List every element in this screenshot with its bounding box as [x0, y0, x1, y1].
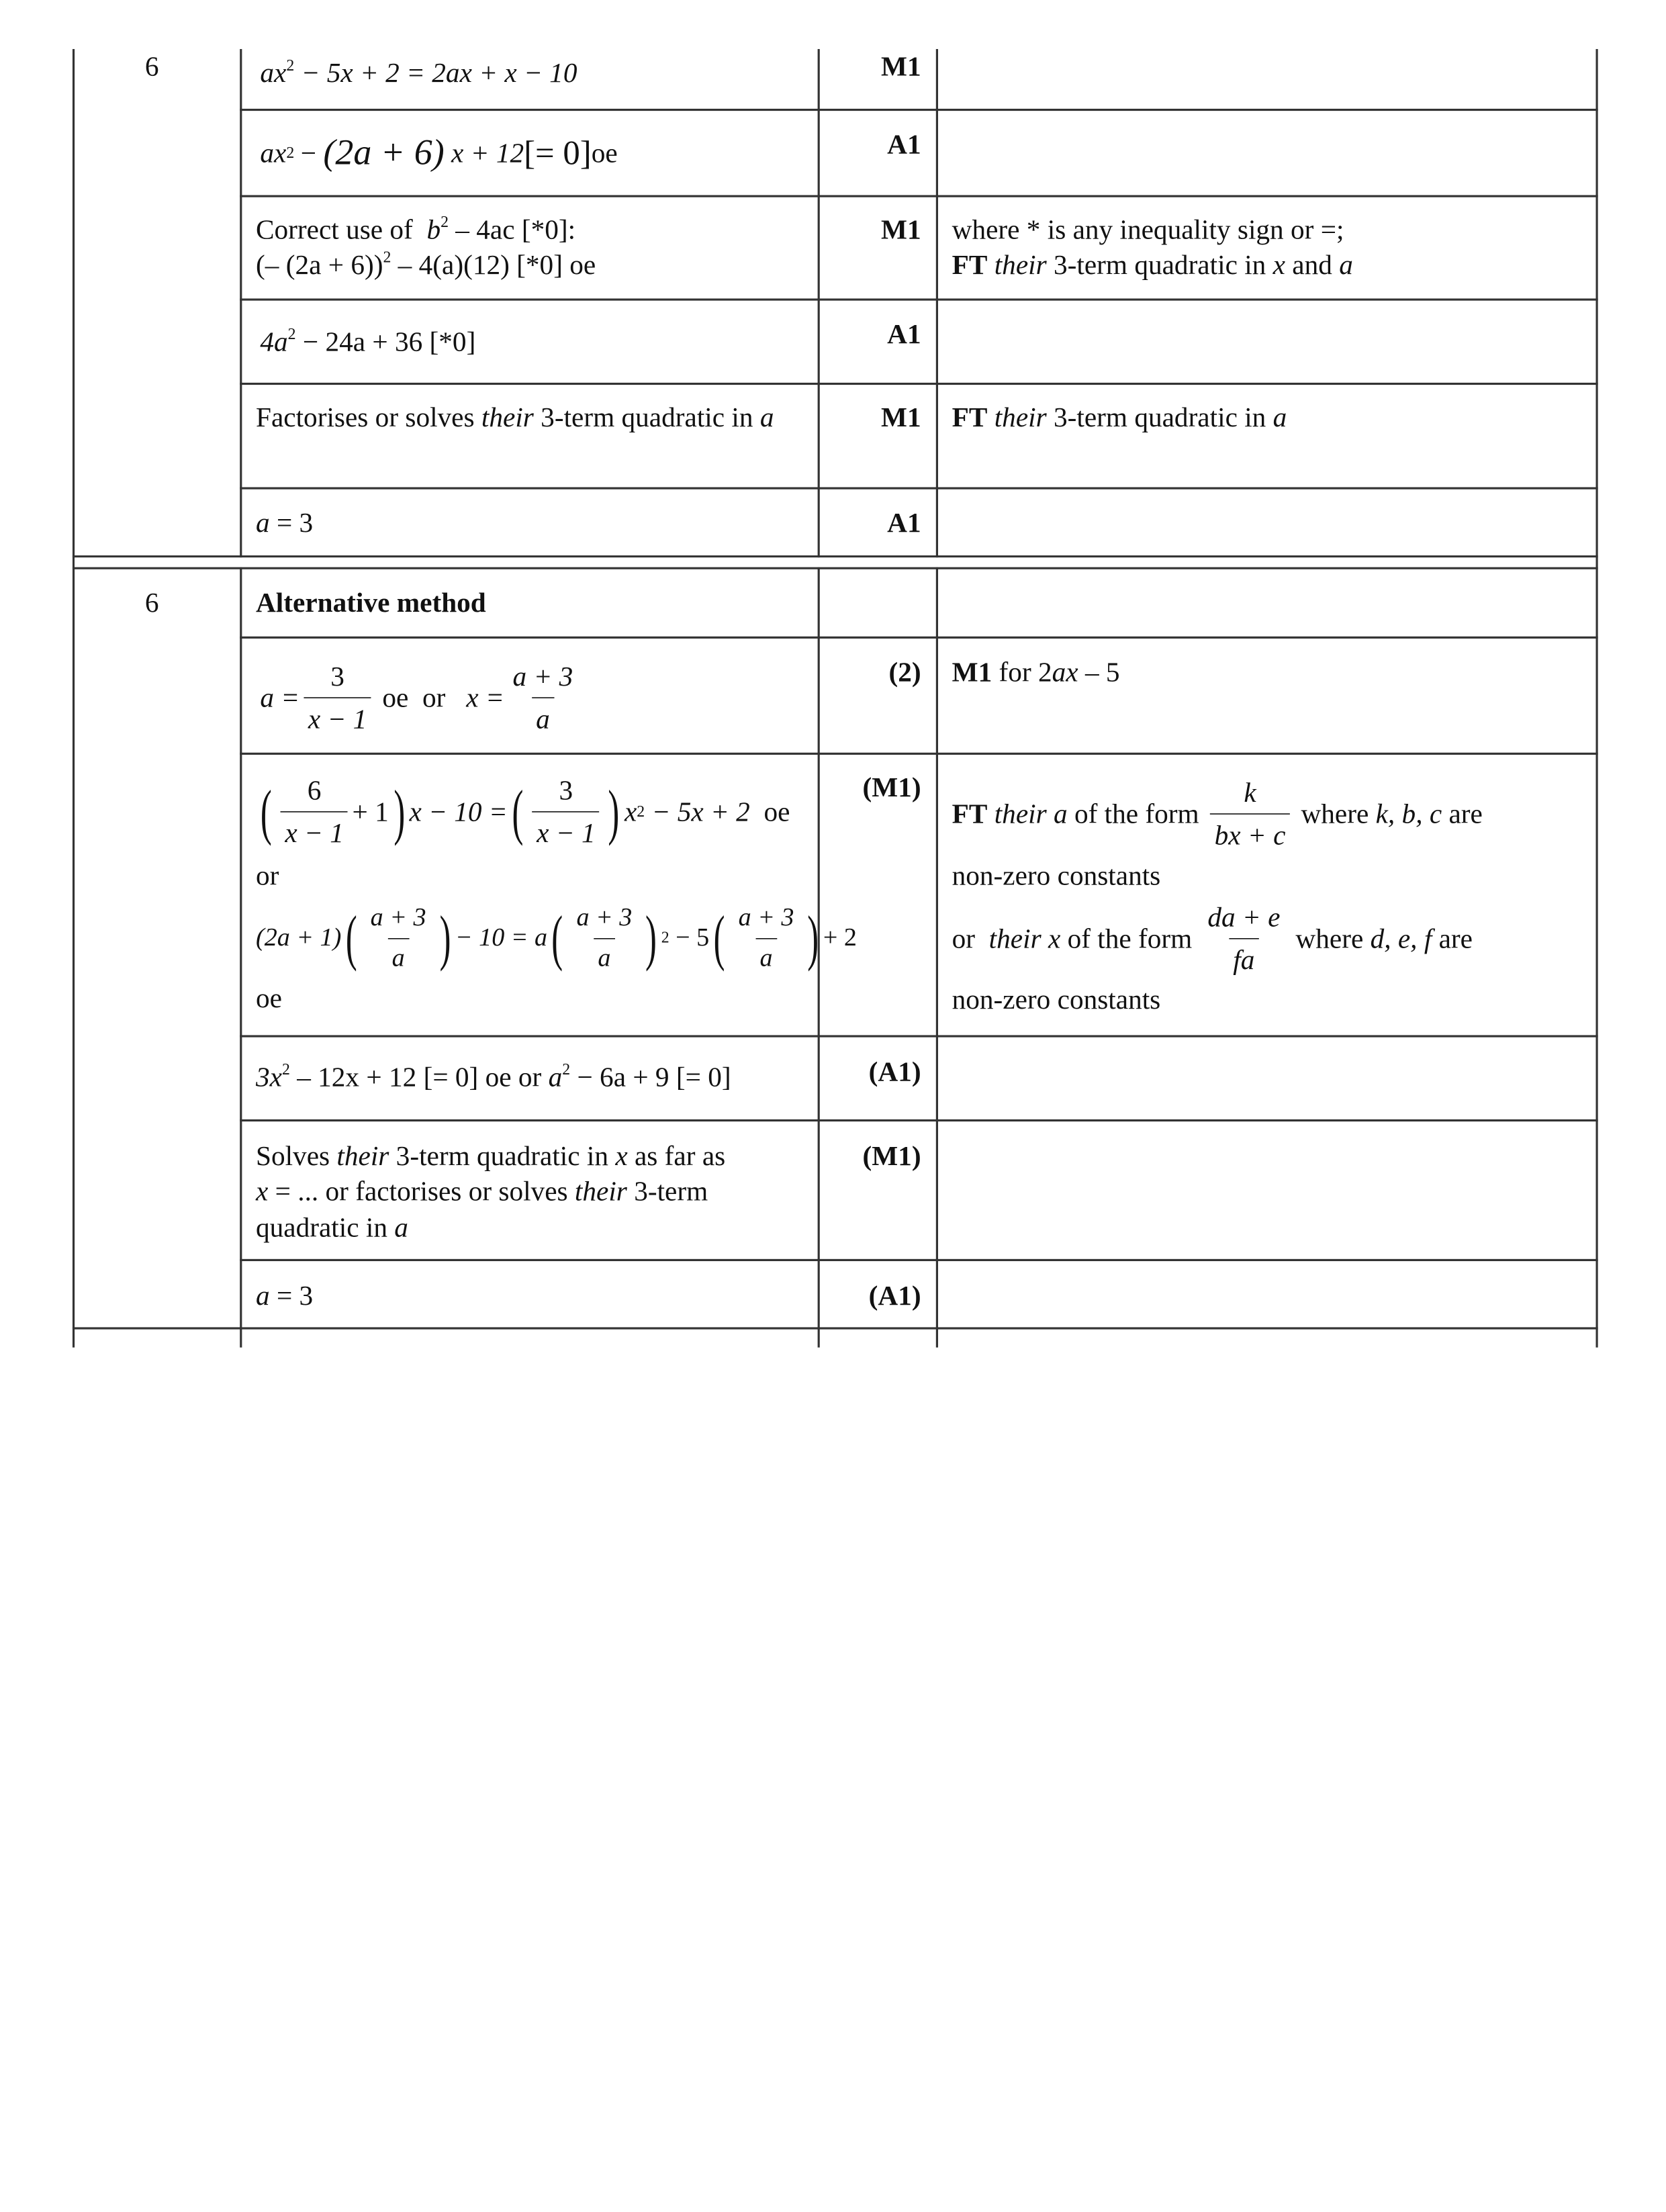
- right-border: [1595, 49, 1598, 1348]
- text-part: oe: [256, 983, 282, 1015]
- numerator: 6: [307, 775, 322, 807]
- fraction: [366, 902, 430, 975]
- expr-part: x: [624, 796, 637, 828]
- text-part: x: [615, 1140, 628, 1172]
- text-part: a: [759, 402, 774, 433]
- text-part: their: [574, 1176, 627, 1207]
- separator-gap: [75, 557, 1595, 567]
- step-expression: ( $\frac{6}{x - 1}$ + 1 ) x − 10 = ( $\frac{3}{x - 1}$ ) x 2 − 5x + 2 oe or (2a + 1) ( $\frac{a + 3}{a}$ ) − 10 = a ( $\frac{a + 3}{a}$ ) 2 − 5 ( $\frac{a + 3}{a}$ ) + 2 oe: [256, 773, 857, 1017]
- expr-part: ax: [260, 137, 287, 169]
- numerator: k: [1244, 777, 1256, 809]
- denominator: a: [755, 937, 777, 974]
- step-expression: $3x^2 - 12x + 12$ [= 0] oe or $a^2 - 6a + 9$ [= 0]: [256, 1062, 731, 1093]
- step-expression: $ax^2 - 5x + 2 = 2ax + x - 10$: [260, 57, 577, 89]
- text-part: non-zero constants: [952, 860, 1161, 891]
- left-border: [73, 49, 75, 1348]
- expr-part: − 10 = a: [455, 923, 548, 952]
- expr-part: (2a + 1): [256, 923, 342, 952]
- numerator: da + e: [1207, 901, 1281, 933]
- text-part: a: [394, 1211, 408, 1243]
- fraction: [533, 773, 600, 851]
- text-part: – 4(a)(12) [*0] oe: [398, 249, 596, 281]
- mark-cell: M1: [880, 402, 921, 433]
- text-part: their: [336, 1140, 389, 1172]
- guidance-comment: [952, 775, 1581, 1017]
- step-expression: [256, 400, 800, 435]
- text-part: Solves: [256, 1140, 330, 1172]
- expr-part: 3x: [256, 1062, 282, 1093]
- text-part: k, b, c: [1375, 798, 1442, 830]
- row-divider: [240, 383, 1598, 385]
- text-part: a: [1339, 249, 1353, 281]
- expr-part: 4a: [260, 326, 288, 357]
- text-part: 3-term quadratic in: [1053, 402, 1266, 433]
- denominator: x − 1: [281, 812, 348, 851]
- text-part: a: [1053, 798, 1068, 830]
- text-part: a: [1272, 402, 1287, 433]
- step-expression: [256, 1138, 811, 1244]
- section-heading: Alternative method: [256, 587, 486, 618]
- denominator: x − 1: [533, 812, 600, 851]
- fraction: [281, 773, 348, 851]
- step-expression: [256, 1278, 313, 1314]
- text-part: x: [1272, 249, 1285, 281]
- question-number: 6: [144, 587, 159, 618]
- text-part: b: [426, 214, 441, 246]
- numerator: 3: [559, 775, 573, 807]
- step-expression: ax 2 − (2a + 6) x + 12 [= 0] oe: [260, 130, 617, 177]
- text-part: d, e, f: [1370, 923, 1432, 954]
- text-part: are: [1438, 923, 1473, 954]
- text-part: of the form: [1067, 923, 1193, 954]
- text-part: where: [1295, 923, 1364, 954]
- text-part: x: [256, 1176, 269, 1207]
- text-part: quadratic in: [256, 1211, 387, 1243]
- numerator: a + 3: [576, 903, 633, 932]
- text-part: their: [481, 402, 534, 433]
- fraction: [734, 902, 798, 975]
- fraction: [1210, 775, 1289, 854]
- text-part: (– (2a + 6)): [256, 249, 383, 281]
- mark-cell: A1: [887, 318, 921, 350]
- denominator: a: [387, 937, 409, 974]
- expr-part: + 1: [352, 796, 389, 828]
- text-part: 3-term quadratic: [541, 402, 725, 433]
- question-number: 6: [144, 51, 159, 83]
- expr-part: x + 12: [451, 137, 524, 169]
- row-divider: [240, 109, 1598, 111]
- row-divider: [240, 1119, 1598, 1121]
- table-bottom-line: [73, 1327, 1598, 1329]
- numerator: a + 3: [370, 903, 426, 932]
- row-divider: [240, 1259, 1598, 1261]
- guidance-comment: [952, 655, 1120, 690]
- text-part: their: [994, 402, 1047, 433]
- text-part: 3-term quadratic in: [396, 1140, 609, 1172]
- numerator: 3: [330, 661, 344, 692]
- text-part: their: [988, 923, 1042, 954]
- ft-label: FT: [952, 402, 988, 433]
- guidance-comment: [952, 212, 1353, 283]
- row-divider: [240, 1035, 1598, 1037]
- col-divider-1: [240, 49, 242, 1348]
- comment-line: where * is any inequality sign or =;: [952, 214, 1344, 246]
- text-part: a: [256, 507, 270, 539]
- expr-part: x − 10 =: [409, 796, 508, 828]
- mark-cell: A1: [887, 129, 921, 160]
- expr-part: − 5x + 2 = 2ax + x − 10: [301, 57, 577, 89]
- row-divider: [240, 637, 1598, 639]
- text-part: = 3: [276, 1280, 314, 1311]
- expr-part: + 2: [823, 923, 857, 952]
- guidance-comment: [952, 400, 1287, 435]
- expr-part: − 5: [676, 923, 710, 952]
- mark-cell: M1: [880, 51, 921, 83]
- expr-part: – 12x + 12 [= 0] oe or: [297, 1062, 542, 1093]
- expr-part: −: [300, 137, 317, 169]
- denominator: fa: [1229, 938, 1259, 978]
- expr-part: oe: [591, 137, 618, 169]
- step-expression: [260, 659, 582, 737]
- text-part: non-zero constants: [952, 984, 1161, 1015]
- fraction: [304, 659, 371, 737]
- text-part: or: [422, 682, 446, 714]
- mark-cell: (M1): [862, 1140, 921, 1172]
- text-part: 3-term: [634, 1176, 708, 1207]
- text-part: and: [1292, 249, 1332, 281]
- mark-cell: (2): [888, 656, 921, 688]
- denominator: a: [532, 698, 554, 737]
- text-part: oe: [382, 682, 409, 714]
- expr-part: a =: [260, 682, 300, 714]
- fraction: [1203, 900, 1285, 978]
- expr-part: ax: [260, 57, 287, 89]
- text-part: oe: [763, 796, 790, 828]
- text-part: x: [1048, 923, 1061, 954]
- ft-label: FT: [952, 249, 988, 281]
- fraction: [508, 659, 577, 737]
- row-divider: [240, 753, 1598, 755]
- step-expression: $4a^2 - 24a + 36$ [*0]: [260, 326, 476, 357]
- text-part: Correct use of: [256, 214, 413, 246]
- mark-cell: (A1): [868, 1056, 921, 1088]
- expr-part: (2a + 6): [323, 133, 445, 173]
- denominator: a: [594, 937, 615, 974]
- text-part: where: [1301, 798, 1369, 830]
- fraction: [572, 902, 637, 975]
- col-divider-2: [818, 49, 820, 1348]
- text-part: = ... or factorises or solves: [275, 1176, 568, 1207]
- text-part: Factorises or solves: [256, 402, 475, 433]
- text-part: of the form: [1074, 798, 1199, 830]
- expr-part: a: [548, 1062, 563, 1093]
- text-part: for 2: [999, 656, 1052, 688]
- text-part: their: [994, 249, 1047, 281]
- row-divider: [240, 487, 1598, 489]
- text-part: a: [256, 1280, 270, 1311]
- mark-cell: (M1): [862, 772, 921, 803]
- mark-cell: A1: [887, 507, 921, 539]
- text-part: their: [994, 798, 1047, 830]
- row-divider: [240, 299, 1598, 301]
- row-divider: [240, 195, 1598, 197]
- expr-part: − 24a + 36 [*0]: [302, 326, 476, 357]
- text-part: = 3: [276, 507, 314, 539]
- text-part: 3-term quadratic in: [1053, 249, 1266, 281]
- mark-cell: (A1): [868, 1280, 921, 1311]
- text-part: as far as: [634, 1140, 726, 1172]
- ft-label: FT: [952, 798, 988, 830]
- text-part: – 5: [1084, 656, 1120, 688]
- numerator: a + 3: [512, 661, 573, 692]
- step-expression: Correct use of $b^2 - 4ac$ [*0]: (– (2a + 6))$^2$ – 4(a)(12) [*0] oe: [256, 214, 596, 281]
- denominator: x − 1: [304, 698, 371, 737]
- expr-part: x =: [466, 682, 504, 714]
- col-divider-3: [936, 49, 938, 1348]
- expr-part: − 5x + 2: [651, 796, 750, 828]
- text-part: in: [731, 402, 753, 433]
- expr-part: [= 0]: [524, 133, 592, 173]
- expr-part: − 6a + 9 [= 0]: [577, 1062, 731, 1093]
- m1-label: M1: [952, 656, 992, 688]
- denominator: bx + c: [1210, 814, 1289, 854]
- step-expression: [256, 505, 313, 541]
- text-part: are: [1448, 798, 1483, 830]
- text-part: – 4ac [*0]:: [455, 214, 576, 246]
- text-part: or: [256, 860, 279, 891]
- text-part: or: [952, 923, 976, 954]
- numerator: a + 3: [738, 903, 794, 932]
- section-separator-bottom: [73, 567, 1598, 569]
- text-part: ax: [1052, 656, 1078, 688]
- mark-cell: M1: [880, 214, 921, 246]
